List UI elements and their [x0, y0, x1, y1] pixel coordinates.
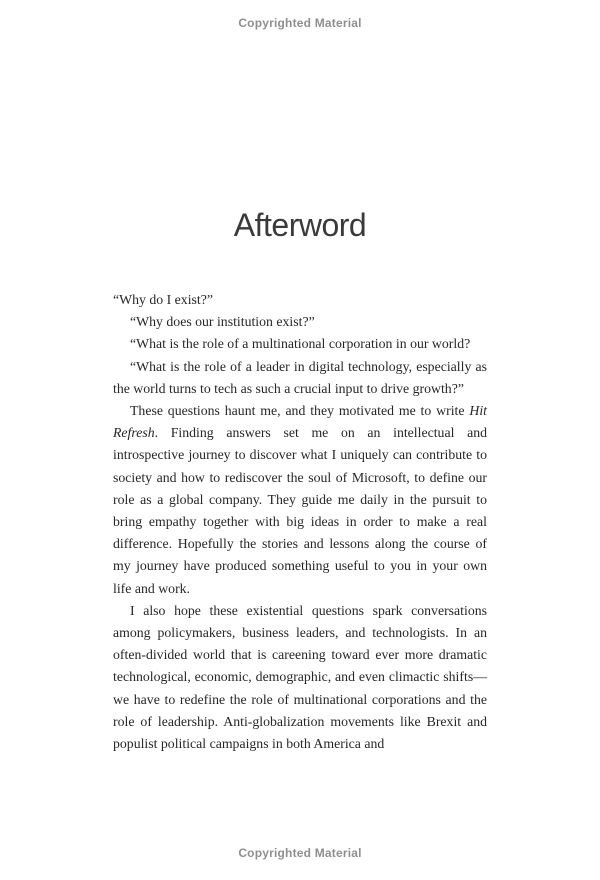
paragraph-segment: “Why do I exist?”: [113, 292, 213, 307]
paragraph-segment: These questions haunt me, and they motivated me to write: [130, 403, 470, 419]
body-paragraph: [113, 356, 487, 400]
paragraph-segment: “Why does our institution exist?”: [130, 314, 315, 330]
body-paragraph: [113, 311, 487, 333]
body-paragraph: [113, 600, 487, 755]
copyright-notice-bottom: Copyrighted Material: [238, 846, 362, 860]
paragraph-segment: I also hope these existential questions spark conversations among policymakers, business leaders, and technologists. In an often-divided world that is careening toward ever more dramatic technological, economic, demographic, and even climactic shifts—we have to redefine the role of multinational corporations and the role of leadership. Anti-globalization movements like Brexit and populist political campaigns in both America and: [113, 602, 487, 752]
body-paragraph: [113, 333, 487, 355]
body-paragraph: [113, 400, 487, 600]
paragraph-segment: . Finding answers set me on an intellectual and introspective journey to discover what I uniquely can contribute to society and how to rediscover the soul of Microsoft, to define our role as a global company. They guide me daily in the pursuit to bring empathy together with big ideas in order to make a real difference. Hopefully the stories and lessons along the course of my journey have produced something useful to you in your own life and work.: [113, 425, 487, 596]
body-text: [113, 289, 487, 755]
paragraph-segment: Hit Refresh: [113, 403, 487, 441]
chapter-title: Afterword: [233, 207, 367, 244]
body-paragraph: [113, 289, 487, 311]
paragraph-segment: “What is the role of a multinational corporation in our world?: [130, 336, 471, 352]
copyright-notice-top: Copyrighted Material: [238, 16, 362, 30]
paragraph-segment: “What is the role of a leader in digital technology, especially as the world turns to tech as such a crucial input to drive growth?”: [113, 358, 487, 396]
